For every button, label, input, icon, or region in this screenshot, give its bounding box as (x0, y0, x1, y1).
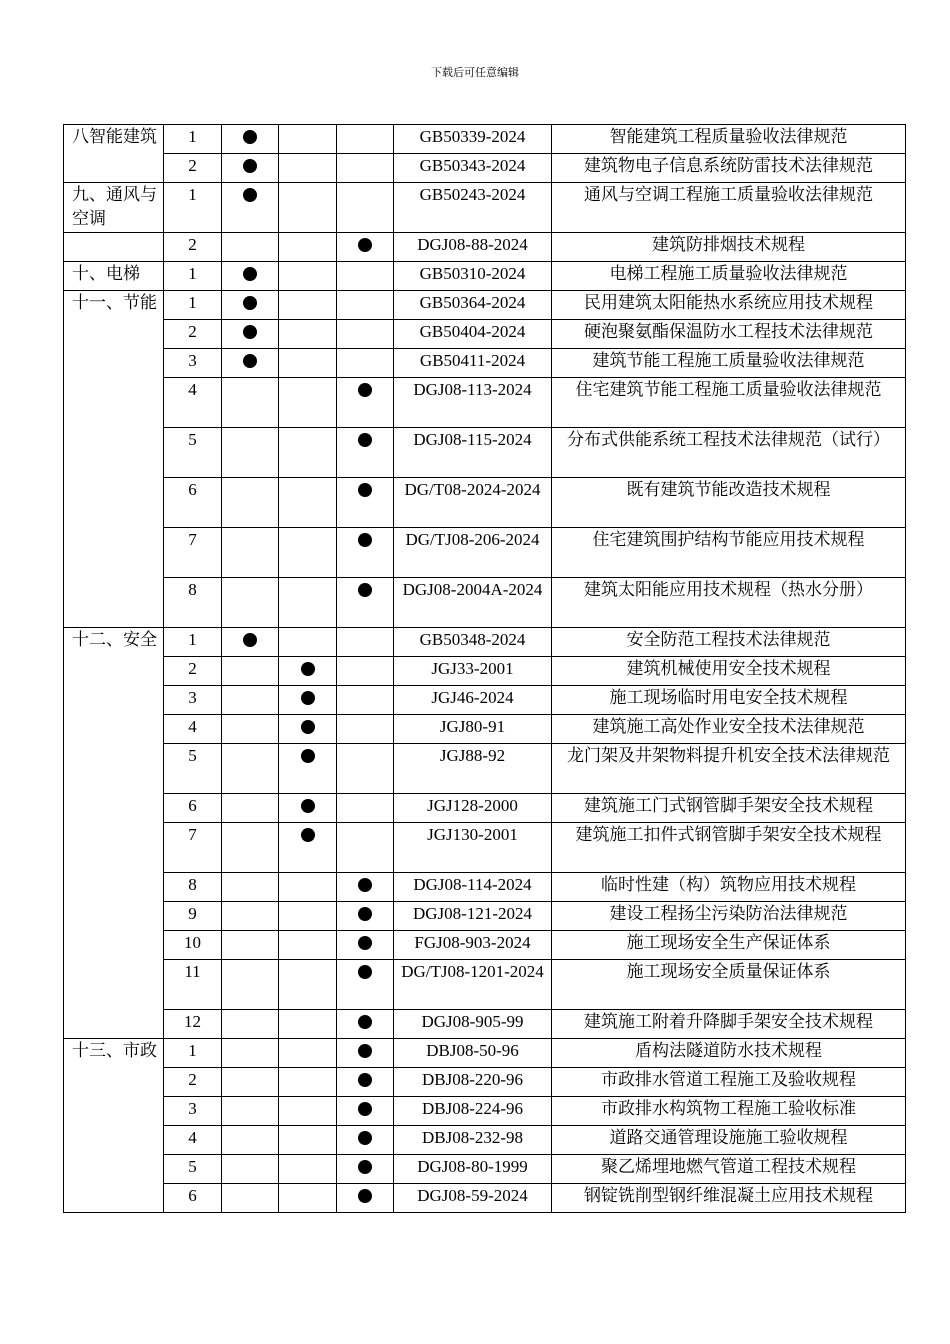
standard-code: GB50404-2024 (394, 320, 552, 349)
level-cell-1 (222, 1010, 279, 1039)
item-number: 4 (164, 1126, 222, 1155)
level-cell-1 (222, 125, 279, 154)
item-number: 6 (164, 478, 222, 528)
table-row (64, 960, 906, 1010)
level-cell-1 (222, 378, 279, 428)
bullet-dot-icon (243, 354, 257, 368)
item-number: 3 (164, 686, 222, 715)
category-label: 十二、安全 (72, 630, 157, 650)
item-number: 2 (164, 320, 222, 349)
level-cell-2 (279, 794, 337, 823)
bullet-dot-icon (358, 1015, 372, 1029)
level-cell-3 (337, 686, 394, 715)
standard-name: 龙门架及井架物料提升机安全技术法律规范 (552, 744, 906, 794)
table-row (64, 578, 906, 628)
standard-code: DGJ08-114-2024 (394, 873, 552, 902)
standard-code: GB50364-2024 (394, 291, 552, 320)
standards-table (63, 124, 906, 1213)
table-row (64, 154, 906, 183)
standard-code: DGJ08-59-2024 (394, 1184, 552, 1213)
level-cell-3 (337, 744, 394, 794)
standard-code: JGJ128-2000 (394, 794, 552, 823)
standard-name: 建筑节能工程施工质量验收法律规范 (552, 349, 906, 378)
level-cell-1 (222, 931, 279, 960)
level-cell-2 (279, 823, 337, 873)
level-cell-2 (279, 1010, 337, 1039)
category-cell (64, 628, 164, 1039)
standard-code: GB50243-2024 (394, 183, 552, 233)
standard-name: 安全防范工程技术法律规范 (552, 628, 906, 657)
standard-name: 盾构法隧道防水技术规程 (552, 1039, 906, 1068)
category-cell (64, 1039, 164, 1213)
standard-code: JGJ33-2001 (394, 657, 552, 686)
bullet-dot-icon (358, 965, 372, 979)
bullet-dot-icon (358, 907, 372, 921)
bullet-dot-icon (358, 1102, 372, 1116)
item-number: 8 (164, 578, 222, 628)
table-row (64, 794, 906, 823)
level-cell-3 (337, 262, 394, 291)
bullet-dot-icon (301, 799, 315, 813)
standard-code: GB50310-2024 (394, 262, 552, 291)
bullet-dot-icon (358, 238, 372, 252)
table-row (64, 628, 906, 657)
standard-name: 建筑施工高处作业安全技术法律规范 (552, 715, 906, 744)
item-number: 3 (164, 1097, 222, 1126)
item-number: 4 (164, 378, 222, 428)
standard-name: 智能建筑工程质量验收法律规范 (552, 125, 906, 154)
item-number: 7 (164, 528, 222, 578)
level-cell-3 (337, 931, 394, 960)
item-number: 2 (164, 233, 222, 262)
level-cell-3 (337, 823, 394, 873)
standard-name: 建筑机械使用安全技术规程 (552, 657, 906, 686)
standard-code: GB50348-2024 (394, 628, 552, 657)
table-row (64, 478, 906, 528)
standard-name: 建筑施工扣件式钢管脚手架安全技术规程 (552, 823, 906, 873)
standard-name: 聚乙烯埋地燃气管道工程技术规程 (552, 1155, 906, 1184)
table-row (64, 233, 906, 262)
item-number: 2 (164, 657, 222, 686)
level-cell-2 (279, 291, 337, 320)
bullet-dot-icon (358, 936, 372, 950)
standard-name: 施工现场安全生产保证体系 (552, 931, 906, 960)
level-cell-1 (222, 1039, 279, 1068)
standard-code: DG/TJ08-1201-2024 (394, 960, 552, 1010)
standard-name: 道路交通管理设施施工验收规程 (552, 1126, 906, 1155)
table-row (64, 125, 906, 154)
level-cell-3 (337, 233, 394, 262)
standard-code: DBJ08-232-98 (394, 1126, 552, 1155)
level-cell-3 (337, 125, 394, 154)
standard-code: DBJ08-50-96 (394, 1039, 552, 1068)
bullet-dot-icon (358, 533, 372, 547)
standard-name: 既有建筑节能改造技术规程 (552, 478, 906, 528)
standard-code: JGJ46-2024 (394, 686, 552, 715)
standard-code: FGJ08-903-2024 (394, 931, 552, 960)
standard-name: 通风与空调工程施工质量验收法律规范 (552, 183, 906, 233)
level-cell-1 (222, 1184, 279, 1213)
bullet-dot-icon (358, 433, 372, 447)
bullet-dot-icon (243, 267, 257, 281)
category-label: 十三、市政 (72, 1041, 157, 1061)
bullet-dot-icon (301, 828, 315, 842)
standard-code: DBJ08-224-96 (394, 1097, 552, 1126)
item-number: 11 (164, 960, 222, 1010)
item-number: 4 (164, 715, 222, 744)
item-number: 5 (164, 744, 222, 794)
level-cell-1 (222, 873, 279, 902)
level-cell-1 (222, 528, 279, 578)
level-cell-1 (222, 291, 279, 320)
level-cell-2 (279, 1155, 337, 1184)
item-number: 10 (164, 931, 222, 960)
item-number: 6 (164, 794, 222, 823)
item-number: 1 (164, 291, 222, 320)
category-label: 十、电梯 (72, 264, 140, 284)
level-cell-3 (337, 960, 394, 1010)
level-cell-3 (337, 1155, 394, 1184)
level-cell-2 (279, 628, 337, 657)
level-cell-1 (222, 794, 279, 823)
level-cell-1 (222, 823, 279, 873)
level-cell-3 (337, 902, 394, 931)
level-cell-1 (222, 262, 279, 291)
category-cell (64, 183, 164, 233)
table-row (64, 1068, 906, 1097)
standard-code: DGJ08-88-2024 (394, 233, 552, 262)
level-cell-3 (337, 1010, 394, 1039)
bullet-dot-icon (358, 383, 372, 397)
item-number: 2 (164, 1068, 222, 1097)
category-cell (64, 291, 164, 628)
level-cell-2 (279, 873, 337, 902)
level-cell-3 (337, 291, 394, 320)
standard-code: GB50343-2024 (394, 154, 552, 183)
level-cell-2 (279, 528, 337, 578)
level-cell-2 (279, 1184, 337, 1213)
bullet-dot-icon (301, 749, 315, 763)
level-cell-1 (222, 686, 279, 715)
level-cell-1 (222, 715, 279, 744)
page-header: 下载后可任意编辑 (431, 66, 519, 79)
standard-code: DG/TJ08-206-2024 (394, 528, 552, 578)
standard-name: 硬泡聚氨酯保温防水工程技术法律规范 (552, 320, 906, 349)
table-row (64, 1097, 906, 1126)
bullet-dot-icon (243, 325, 257, 339)
bullet-dot-icon (243, 188, 257, 202)
level-cell-3 (337, 349, 394, 378)
level-cell-1 (222, 628, 279, 657)
standard-code: GB50339-2024 (394, 125, 552, 154)
table-row (64, 1126, 906, 1155)
item-number: 1 (164, 183, 222, 233)
level-cell-2 (279, 715, 337, 744)
level-cell-1 (222, 349, 279, 378)
level-cell-1 (222, 1155, 279, 1184)
table-row (64, 931, 906, 960)
bullet-dot-icon (358, 483, 372, 497)
standard-code: DGJ08-905-99 (394, 1010, 552, 1039)
table-row (64, 183, 906, 233)
standard-code: DGJ08-2004A-2024 (394, 578, 552, 628)
standard-code: JGJ80-91 (394, 715, 552, 744)
standard-code: DGJ08-113-2024 (394, 378, 552, 428)
level-cell-3 (337, 715, 394, 744)
level-cell-3 (337, 657, 394, 686)
bullet-dot-icon (358, 1073, 372, 1087)
table-row (64, 291, 906, 320)
level-cell-2 (279, 931, 337, 960)
level-cell-2 (279, 657, 337, 686)
standard-name: 住宅建筑围护结构节能应用技术规程 (552, 528, 906, 578)
category-cell (64, 125, 164, 183)
standard-code: JGJ88-92 (394, 744, 552, 794)
level-cell-1 (222, 1068, 279, 1097)
item-number: 1 (164, 125, 222, 154)
level-cell-2 (279, 1039, 337, 1068)
table-row (64, 873, 906, 902)
level-cell-3 (337, 154, 394, 183)
table-row (64, 320, 906, 349)
level-cell-2 (279, 428, 337, 478)
level-cell-3 (337, 1039, 394, 1068)
item-number: 1 (164, 1039, 222, 1068)
item-number: 6 (164, 1184, 222, 1213)
level-cell-2 (279, 1068, 337, 1097)
category-label: 九、通风与空调 (72, 185, 157, 229)
standard-name: 分布式供能系统工程技术法律规范（试行） (552, 428, 906, 478)
level-cell-3 (337, 428, 394, 478)
level-cell-1 (222, 1126, 279, 1155)
standard-name: 民用建筑太阳能热水系统应用技术规程 (552, 291, 906, 320)
item-number: 12 (164, 1010, 222, 1039)
standard-name: 施工现场安全质量保证体系 (552, 960, 906, 1010)
standard-name: 钢锭铣削型钢纤维混凝土应用技术规程 (552, 1184, 906, 1213)
level-cell-1 (222, 233, 279, 262)
table-row (64, 1184, 906, 1213)
standard-name: 建筑物电子信息系统防雷技术法律规范 (552, 154, 906, 183)
standards-table-body (64, 125, 906, 1213)
level-cell-2 (279, 183, 337, 233)
level-cell-3 (337, 320, 394, 349)
standard-name: 建筑防排烟技术规程 (552, 233, 906, 262)
level-cell-2 (279, 744, 337, 794)
standard-code: DG/T08-2024-2024 (394, 478, 552, 528)
bullet-dot-icon (358, 878, 372, 892)
level-cell-2 (279, 960, 337, 1010)
level-cell-1 (222, 320, 279, 349)
table-row (64, 1010, 906, 1039)
level-cell-3 (337, 1184, 394, 1213)
level-cell-2 (279, 902, 337, 931)
standard-name: 住宅建筑节能工程施工质量验收法律规范 (552, 378, 906, 428)
standard-name: 建筑施工附着升降脚手架安全技术规程 (552, 1010, 906, 1039)
table-row (64, 823, 906, 873)
standard-name: 施工现场临时用电安全技术规程 (552, 686, 906, 715)
bullet-dot-icon (301, 691, 315, 705)
level-cell-3 (337, 478, 394, 528)
standard-name: 建筑施工门式钢管脚手架安全技术规程 (552, 794, 906, 823)
standard-code: GB50411-2024 (394, 349, 552, 378)
standard-name: 建设工程扬尘污染防治法律规范 (552, 902, 906, 931)
standard-name: 建筑太阳能应用技术规程（热水分册） (552, 578, 906, 628)
level-cell-1 (222, 478, 279, 528)
level-cell-3 (337, 1068, 394, 1097)
level-cell-1 (222, 428, 279, 478)
level-cell-3 (337, 378, 394, 428)
level-cell-2 (279, 262, 337, 291)
standard-code: DGJ08-115-2024 (394, 428, 552, 478)
item-number: 1 (164, 628, 222, 657)
item-number: 7 (164, 823, 222, 873)
level-cell-1 (222, 183, 279, 233)
level-cell-3 (337, 1126, 394, 1155)
bullet-dot-icon (358, 1131, 372, 1145)
bullet-dot-icon (358, 583, 372, 597)
category-label: 八智能建筑 (72, 127, 157, 147)
level-cell-1 (222, 154, 279, 183)
level-cell-2 (279, 478, 337, 528)
level-cell-1 (222, 960, 279, 1010)
standard-name: 市政排水管道工程施工及验收规程 (552, 1068, 906, 1097)
table-row (64, 528, 906, 578)
standard-code: DGJ08-121-2024 (394, 902, 552, 931)
level-cell-2 (279, 686, 337, 715)
table-row (64, 378, 906, 428)
table-row (64, 1155, 906, 1184)
level-cell-3 (337, 528, 394, 578)
table-row (64, 686, 906, 715)
level-cell-2 (279, 1126, 337, 1155)
item-number: 8 (164, 873, 222, 902)
level-cell-2 (279, 349, 337, 378)
level-cell-3 (337, 794, 394, 823)
level-cell-3 (337, 183, 394, 233)
level-cell-3 (337, 578, 394, 628)
bullet-dot-icon (358, 1160, 372, 1174)
bullet-dot-icon (243, 633, 257, 647)
standard-name: 电梯工程施工质量验收法律规范 (552, 262, 906, 291)
level-cell-3 (337, 873, 394, 902)
level-cell-2 (279, 378, 337, 428)
level-cell-2 (279, 233, 337, 262)
standard-name: 市政排水构筑物工程施工验收标准 (552, 1097, 906, 1126)
bullet-dot-icon (301, 720, 315, 734)
level-cell-2 (279, 154, 337, 183)
item-number: 5 (164, 428, 222, 478)
category-cell (64, 262, 164, 291)
bullet-dot-icon (243, 130, 257, 144)
bullet-dot-icon (243, 159, 257, 173)
table-row (64, 902, 906, 931)
item-number: 3 (164, 349, 222, 378)
level-cell-1 (222, 902, 279, 931)
standard-code: DGJ08-80-1999 (394, 1155, 552, 1184)
table-row (64, 715, 906, 744)
table-row (64, 349, 906, 378)
bullet-dot-icon (243, 296, 257, 310)
item-number: 1 (164, 262, 222, 291)
item-number: 5 (164, 1155, 222, 1184)
category-cell (64, 233, 164, 262)
level-cell-1 (222, 744, 279, 794)
level-cell-2 (279, 125, 337, 154)
level-cell-1 (222, 578, 279, 628)
level-cell-3 (337, 628, 394, 657)
category-label: 十一、节能 (72, 293, 157, 313)
level-cell-2 (279, 1097, 337, 1126)
standard-code: JGJ130-2001 (394, 823, 552, 873)
item-number: 9 (164, 902, 222, 931)
level-cell-2 (279, 320, 337, 349)
bullet-dot-icon (358, 1044, 372, 1058)
table-row (64, 1039, 906, 1068)
table-row (64, 657, 906, 686)
bullet-dot-icon (301, 662, 315, 676)
level-cell-2 (279, 578, 337, 628)
table-row (64, 428, 906, 478)
table-row (64, 744, 906, 794)
standard-name: 临时性建（构）筑物应用技术规程 (552, 873, 906, 902)
bullet-dot-icon (358, 1189, 372, 1203)
level-cell-1 (222, 657, 279, 686)
item-number: 2 (164, 154, 222, 183)
table-row (64, 262, 906, 291)
level-cell-1 (222, 1097, 279, 1126)
standard-code: DBJ08-220-96 (394, 1068, 552, 1097)
level-cell-3 (337, 1097, 394, 1126)
